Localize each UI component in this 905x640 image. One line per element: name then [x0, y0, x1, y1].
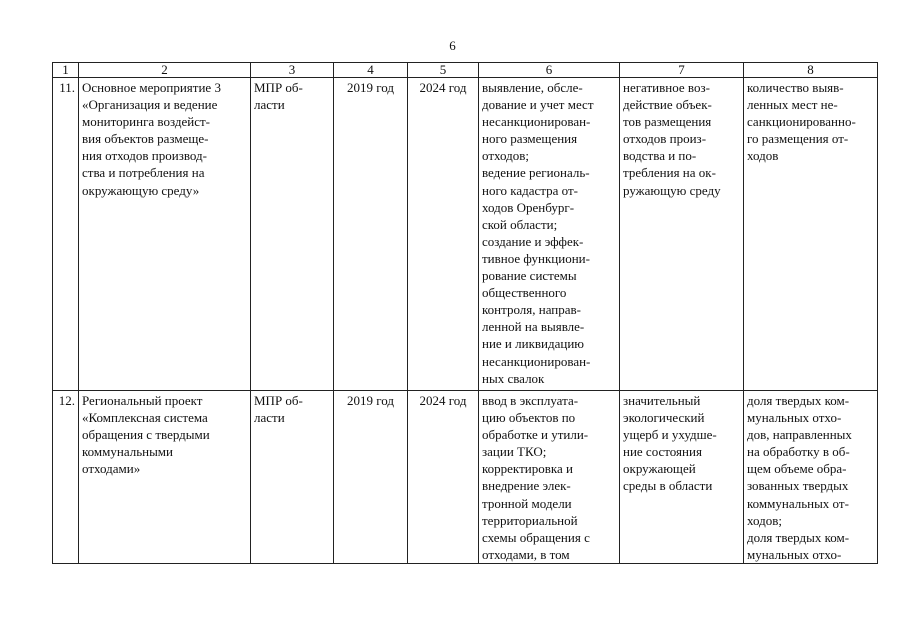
row-number: 11. [53, 78, 79, 391]
table-row [53, 391, 878, 564]
column-header: 5 [408, 63, 479, 78]
column-header: 1 [53, 63, 79, 78]
related-indicators: количество выяв- ленных мест не- санкционированно- го размещения от- ходов [744, 78, 878, 391]
expected-results: ввод в эксплуата- цию объектов по обработке и утили- зации ТКО; корректировка и внедрение элек- тронной модели территориальной схемы обращения с отходами, в том [479, 391, 620, 564]
executor: МПР об- ласти [251, 78, 334, 391]
end-year: 2024 год [408, 391, 479, 564]
data-table [52, 62, 878, 564]
column-header: 6 [479, 63, 620, 78]
column-header: 2 [79, 63, 251, 78]
executor: МПР об- ласти [251, 391, 334, 564]
start-year: 2019 год [334, 78, 408, 391]
page-number: 6 [449, 38, 456, 53]
start-year: 2019 год [334, 391, 408, 564]
header-row [53, 63, 878, 78]
column-header: 3 [251, 63, 334, 78]
end-year: 2024 год [408, 78, 479, 391]
column-header: 8 [744, 63, 878, 78]
column-header: 7 [620, 63, 744, 78]
expected-results: выявление, обсле- дование и учет мест несанкционирован- ного размещения отходов; ведение региональ- ного кадастра от- ходов Оренбург- ской области; создание и эффек- тивное функциони- рование системы общественного контроля, направ- ленной на выявле- ние и ликвидацию несанкционирован- ных свалок [479, 78, 620, 391]
activity-name: Основное мероприятие 3 «Организация и ведение мониторинга воздейст- вия объектов размеще- ния отходов производ- ства и потребления на окружающую среду» [79, 78, 251, 391]
related-indicators: доля твердых ком- мунальных отхо- дов, направленных на обработку в об- щем объеме обра- зованных твердых коммунальных от- ходов; доля твердых ком- мунальных отхо- [744, 391, 878, 564]
row-number: 12. [53, 391, 79, 564]
activity-name: Региональный проект «Комплексная система обращения с твердыми коммунальными отходами» [79, 391, 251, 564]
non-implementation-consequences: негативное воз- действие объек- тов размещения отходов произ- водства и по- требления на ок- ружающую среду [620, 78, 744, 391]
table-row [53, 78, 878, 391]
non-implementation-consequences: значительный экологический ущерб и ухудше- ние состояния окружающей среды в области [620, 391, 744, 564]
column-header: 4 [334, 63, 408, 78]
